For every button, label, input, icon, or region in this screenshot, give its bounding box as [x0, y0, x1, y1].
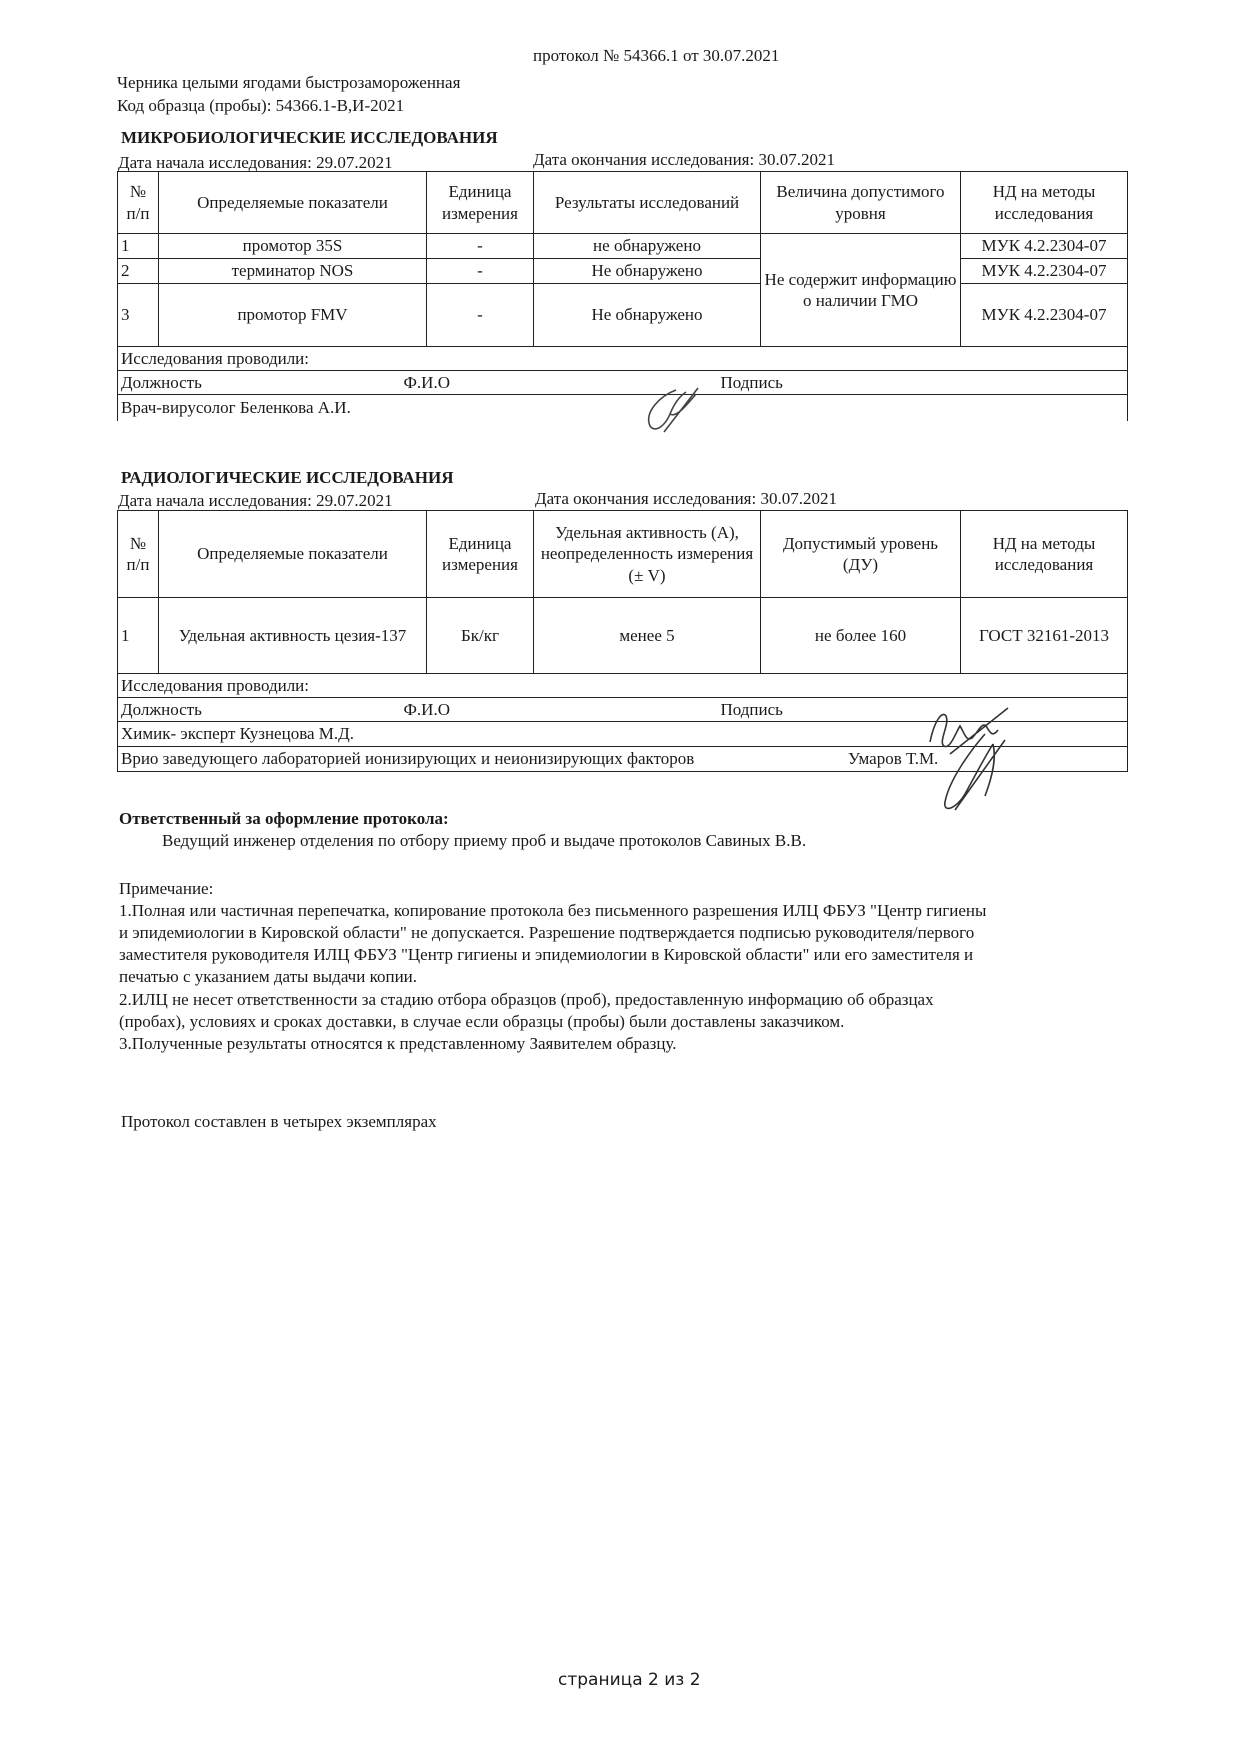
- radio-row-1-result: менее 5: [534, 598, 761, 674]
- signature-umarov: [935, 730, 1015, 820]
- radio-staff-2: Врио заведующего лабораторией ионизирующих и неионизирующих факторов: [121, 749, 695, 769]
- radio-row-1-unit: Бк/кг: [427, 598, 534, 674]
- radio-signature-label: Подпись: [720, 700, 783, 719]
- micro-row-2-unit: -: [427, 259, 534, 284]
- radio-row-1-num: 1: [118, 598, 159, 674]
- micro-row-2-num: 2: [118, 259, 159, 284]
- micro-row-1-result: не обнаружено: [534, 234, 761, 259]
- micro-row-1-method: МУК 4.2.2304-07: [961, 234, 1128, 259]
- radio-row-1-indicator: Удельная активность цезия-137: [159, 598, 427, 674]
- note-1-line-2: и эпидемиологии в Кировской области" не допускается. Разрешение подтверждается подписью руководителя/первого: [119, 923, 975, 942]
- micro-col-indicator: Определяемые показатели: [159, 172, 427, 234]
- micro-row-1-num: 1: [118, 234, 159, 259]
- radio-col-unit: Единица измерения: [427, 511, 534, 598]
- micro-conducted: Исследования проводили:: [118, 347, 1128, 371]
- micro-row-3-method: МУК 4.2.2304-07: [961, 284, 1128, 347]
- radio-row-1-norm: не более 160: [761, 598, 961, 674]
- radio-end-date: Дата окончания исследования: 30.07.2021: [535, 489, 837, 508]
- micro-col-unit: Единица измерения: [427, 172, 534, 234]
- micro-end-date: Дата окончания исследования: 30.07.2021: [533, 150, 835, 169]
- radio-col-num: № п/п: [118, 511, 159, 598]
- radio-section-title: РАДИОЛОГИЧЕСКИЕ ИССЛЕДОВАНИЯ: [121, 468, 454, 487]
- note-1-line-3: заместителя руководителя ИЛЦ ФБУЗ "Центр гигиены и эпидемиологии в Кировской области" или его заместителя и: [119, 945, 974, 964]
- radio-staff-1: Химик- эксперт Кузнецова М.Д.: [118, 722, 1128, 747]
- note-1-line-1: 1.Полная или частичная перепечатка, копирование протокола без письменного разрешения ИЛЦ ФБУЗ "Центр гигиены: [119, 901, 987, 920]
- micro-start-date: Дата начала исследования: 29.07.2021: [118, 153, 393, 172]
- micro-row-1-unit: -: [427, 234, 534, 259]
- sample-code: Код образца (пробы): 54366.1-В,И-2021: [117, 96, 405, 115]
- micro-signature-label: Подпись: [720, 373, 783, 392]
- responsible-text: Ведущий инженер отделения по отбору приему проб и выдаче протоколов Савиных В.В.: [162, 831, 807, 850]
- micro-row-3-unit: -: [427, 284, 534, 347]
- signature-belenkova: [636, 384, 706, 440]
- radio-col-method: НД на методы исследования: [961, 511, 1128, 598]
- radio-col-result: Удельная активность (А), неопределенность измерения (± V): [534, 511, 761, 598]
- micro-norm-cell: Не содержит информацию о наличии ГМО: [761, 234, 961, 347]
- radio-start-date: Дата начала исследования: 29.07.2021: [118, 491, 393, 510]
- radio-fio-label: Ф.И.О: [403, 700, 450, 719]
- radio-row-1-method: ГОСТ 32161-2013: [961, 598, 1128, 674]
- copies-note: Протокол составлен в четырех экземплярах: [121, 1112, 437, 1131]
- note-2-line-1: 2.ИЛЦ не несет ответственности за стадию отбора образцов (проб), предоставленную информацию об образцах: [119, 990, 934, 1009]
- micro-row-2-indicator: терминатор NOS: [159, 259, 427, 284]
- note-2-line-2: (пробах), условиях и сроках доставки, в случае если образцы (пробы) были доставлены заказчиком.: [119, 1012, 845, 1031]
- radio-col-indicator: Определяемые показатели: [159, 511, 427, 598]
- micro-row-3-indicator: промотор FMV: [159, 284, 427, 347]
- micro-section-title: МИКРОБИОЛОГИЧЕСКИЕ ИССЛЕДОВАНИЯ: [121, 128, 498, 147]
- micro-row-3-num: 3: [118, 284, 159, 347]
- micro-table: [117, 171, 1128, 421]
- radio-conducted: Исследования проводили:: [118, 674, 1128, 698]
- radio-staff-2-name: Умаров Т.М.: [848, 749, 939, 768]
- notes-title: Примечание:: [119, 879, 214, 898]
- responsible-title: Ответственный за оформление протокола:: [119, 809, 449, 828]
- micro-row-2-method: МУК 4.2.2304-07: [961, 259, 1128, 284]
- product-name: Черника целыми ягодами быстрозамороженная: [117, 73, 461, 92]
- micro-position-label: Должность: [118, 371, 534, 395]
- micro-col-result: Результаты исследований: [534, 172, 761, 234]
- protocol-number: протокол № 54366.1 от 30.07.2021: [533, 46, 780, 65]
- micro-row-3-result: Не обнаружено: [534, 284, 761, 347]
- micro-col-method: НД на методы исследования: [961, 172, 1128, 234]
- micro-col-num: № п/п: [118, 172, 159, 234]
- micro-row-2-result: Не обнаружено: [534, 259, 761, 284]
- micro-fio-text: Ф.И.О: [403, 373, 450, 392]
- micro-col-norm: Величина допустимого уровня: [761, 172, 961, 234]
- page-number: страница 2 из 2: [558, 1670, 701, 1690]
- note-1-line-4: печатью с указанием даты выдачи копии.: [119, 967, 418, 986]
- micro-staff: Врач-вирусолог Беленкова А.И.: [118, 395, 1128, 421]
- note-3: 3.Полученные результаты относятся к представленному Заявителем образцу.: [119, 1034, 677, 1053]
- radio-col-norm: Допустимый уровень (ДУ): [761, 511, 961, 598]
- micro-row-1-indicator: промотор 35S: [159, 234, 427, 259]
- radio-position-label: Должность: [118, 698, 534, 722]
- micro-signature-cell: [720, 371, 1128, 395]
